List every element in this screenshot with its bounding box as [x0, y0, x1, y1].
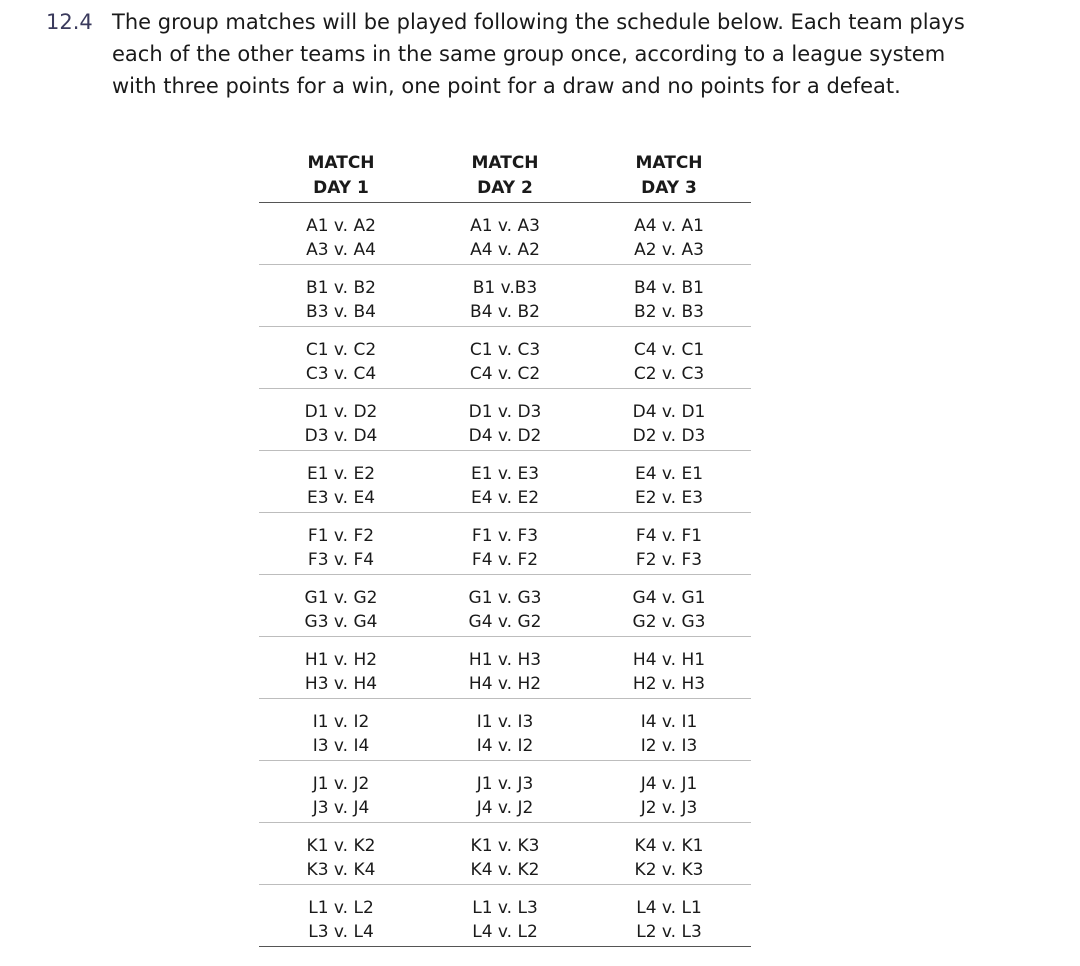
match-fixture: D3 v. D4 [304, 426, 378, 446]
table-row-group-k [259, 823, 751, 885]
table-cell-day-1 [259, 699, 423, 760]
match-fixture: K2 v. K3 [634, 860, 704, 880]
header-match-day-3: MATCH DAY 3 [635, 153, 703, 198]
match-fixture: C4 v. C2 [469, 364, 541, 384]
match-fixture: A1 v. A3 [470, 216, 540, 236]
match-fixture: C2 v. C3 [633, 364, 705, 384]
match-fixture: L1 v. L2 [308, 898, 374, 918]
table-cell-day-2 [423, 637, 587, 698]
table-cell-day-2 [423, 575, 587, 636]
table-row-group-a [259, 203, 751, 265]
match-fixture: H2 v. H3 [632, 674, 706, 694]
clause-text: The group matches will be played following the schedule below. Each team plays each of the other teams in the same group once, according to a league system with three points for a win, one point for a draw and no points for a defeat. [112, 10, 965, 98]
match-fixture: L4 v. L1 [636, 898, 702, 918]
match-fixture: G1 v. G2 [304, 588, 378, 608]
table-cell-day-1 [259, 575, 423, 636]
match-fixture: F1 v. F3 [471, 526, 539, 546]
match-fixture: B4 v. B2 [470, 302, 540, 322]
match-fixture: I1 v. I2 [312, 712, 370, 732]
match-fixture: L4 v. L2 [472, 922, 538, 942]
match-fixture: A4 v. A2 [470, 240, 540, 260]
match-fixture: G2 v. G3 [632, 612, 706, 632]
match-fixture: A1 v. A2 [306, 216, 376, 236]
match-fixture: I4 v. I1 [640, 712, 698, 732]
match-fixture: G3 v. G4 [304, 612, 378, 632]
match-fixture: L1 v. L3 [472, 898, 538, 918]
match-fixture: F4 v. F1 [635, 526, 703, 546]
table-row-group-e [259, 451, 751, 513]
match-fixture: B2 v. B3 [634, 302, 704, 322]
match-fixture: D1 v. D3 [468, 402, 542, 422]
table-cell-day-2 [423, 265, 587, 326]
match-schedule-table [259, 150, 751, 947]
header-match-day-1: MATCH DAY 1 [307, 153, 375, 198]
match-fixture: E4 v. E2 [470, 488, 540, 508]
match-fixture: B3 v. B4 [306, 302, 376, 322]
table-cell-day-1 [259, 513, 423, 574]
match-fixture: G1 v. G3 [468, 588, 542, 608]
table-cell-day-2 [423, 823, 587, 884]
table-cell-day-3 [587, 513, 751, 574]
match-fixture: J1 v. J3 [476, 774, 534, 794]
match-fixture: K4 v. K2 [470, 860, 540, 880]
table-row-group-c [259, 327, 751, 389]
match-fixture: A3 v. A4 [306, 240, 376, 260]
table-row-group-h [259, 637, 751, 699]
header-match-day-2: MATCH DAY 2 [471, 153, 539, 198]
match-fixture: J3 v. J4 [312, 798, 370, 818]
match-fixture: I1 v. I3 [476, 712, 534, 732]
match-fixture: B4 v. B1 [634, 278, 704, 298]
match-fixture: H1 v. H3 [468, 650, 542, 670]
match-fixture: C3 v. C4 [305, 364, 377, 384]
match-fixture: L2 v. L3 [636, 922, 702, 942]
match-fixture: F1 v. F2 [307, 526, 375, 546]
table-row-group-f [259, 513, 751, 575]
match-fixture: J4 v. J1 [640, 774, 698, 794]
match-fixture: I4 v. I2 [476, 736, 534, 756]
table-row-group-g [259, 575, 751, 637]
table-header [259, 150, 751, 203]
table-cell-day-2 [423, 389, 587, 450]
table-cell-day-2 [423, 885, 587, 946]
table-cell-day-1 [259, 327, 423, 388]
match-fixture: G4 v. G2 [468, 612, 542, 632]
match-fixture: J1 v. J2 [312, 774, 370, 794]
match-fixture: F3 v. F4 [307, 550, 375, 570]
table-cell-day-2 [423, 451, 587, 512]
table-cell-day-3 [587, 575, 751, 636]
table-cell-day-2 [423, 203, 587, 264]
match-fixture: F2 v. F3 [635, 550, 703, 570]
match-fixture: C1 v. C3 [469, 340, 541, 360]
table-cell-day-3 [587, 451, 751, 512]
table-row-group-i [259, 699, 751, 761]
match-fixture: D4 v. D2 [468, 426, 542, 446]
table-cell-day-1 [259, 389, 423, 450]
match-fixture: I2 v. I3 [640, 736, 698, 756]
match-fixture: C1 v. C2 [305, 340, 377, 360]
table-cell-day-3 [587, 389, 751, 450]
match-fixture: K3 v. K4 [306, 860, 376, 880]
table-cell-day-3 [587, 265, 751, 326]
match-fixture: K1 v. K3 [470, 836, 540, 856]
match-fixture: E4 v. E1 [634, 464, 704, 484]
match-fixture: A4 v. A1 [634, 216, 704, 236]
table-cell-day-1 [259, 637, 423, 698]
table-cell-day-3 [587, 761, 751, 822]
match-fixture: D1 v. D2 [304, 402, 378, 422]
match-fixture: E3 v. E4 [306, 488, 376, 508]
match-fixture: H4 v. H1 [632, 650, 706, 670]
match-fixture: D2 v. D3 [632, 426, 706, 446]
match-fixture: E1 v. E3 [470, 464, 540, 484]
table-cell-day-3 [587, 699, 751, 760]
table-cell-day-3 [587, 327, 751, 388]
match-fixture: H1 v. H2 [304, 650, 378, 670]
match-fixture: B1 v.B3 [472, 278, 538, 298]
table-row-group-d [259, 389, 751, 451]
match-fixture: J2 v. J3 [640, 798, 698, 818]
match-fixture: H3 v. H4 [304, 674, 378, 694]
match-fixture: K1 v. K2 [306, 836, 376, 856]
match-fixture: H4 v. H2 [468, 674, 542, 694]
table-body [259, 203, 751, 947]
match-fixture: L3 v. L4 [308, 922, 374, 942]
match-fixture: J4 v. J2 [476, 798, 534, 818]
table-cell-day-2 [423, 761, 587, 822]
table-cell-day-3 [587, 637, 751, 698]
table-cell-day-1 [259, 265, 423, 326]
table-cell-day-3 [587, 885, 751, 946]
table-row-group-b [259, 265, 751, 327]
table-cell-day-3 [587, 203, 751, 264]
match-fixture: F4 v. F2 [471, 550, 539, 570]
match-fixture: E1 v. E2 [306, 464, 376, 484]
match-fixture: G4 v. G1 [632, 588, 706, 608]
clause-number: 12.4 [46, 10, 93, 34]
table-cell-day-1 [259, 823, 423, 884]
table-cell-day-1 [259, 761, 423, 822]
match-fixture: B1 v. B2 [306, 278, 376, 298]
match-fixture: I3 v. I4 [312, 736, 370, 756]
table-cell-day-3 [587, 823, 751, 884]
match-fixture: C4 v. C1 [633, 340, 705, 360]
match-fixture: K4 v. K1 [634, 836, 704, 856]
table-cell-day-2 [423, 699, 587, 760]
table-cell-day-2 [423, 327, 587, 388]
match-fixture: E2 v. E3 [634, 488, 704, 508]
table-cell-day-1 [259, 885, 423, 946]
table-row-group-l [259, 885, 751, 947]
match-fixture: A2 v. A3 [634, 240, 704, 260]
table-row-group-j [259, 761, 751, 823]
table-cell-day-1 [259, 203, 423, 264]
match-fixture: D4 v. D1 [632, 402, 706, 422]
table-cell-day-2 [423, 513, 587, 574]
table-cell-day-1 [259, 451, 423, 512]
